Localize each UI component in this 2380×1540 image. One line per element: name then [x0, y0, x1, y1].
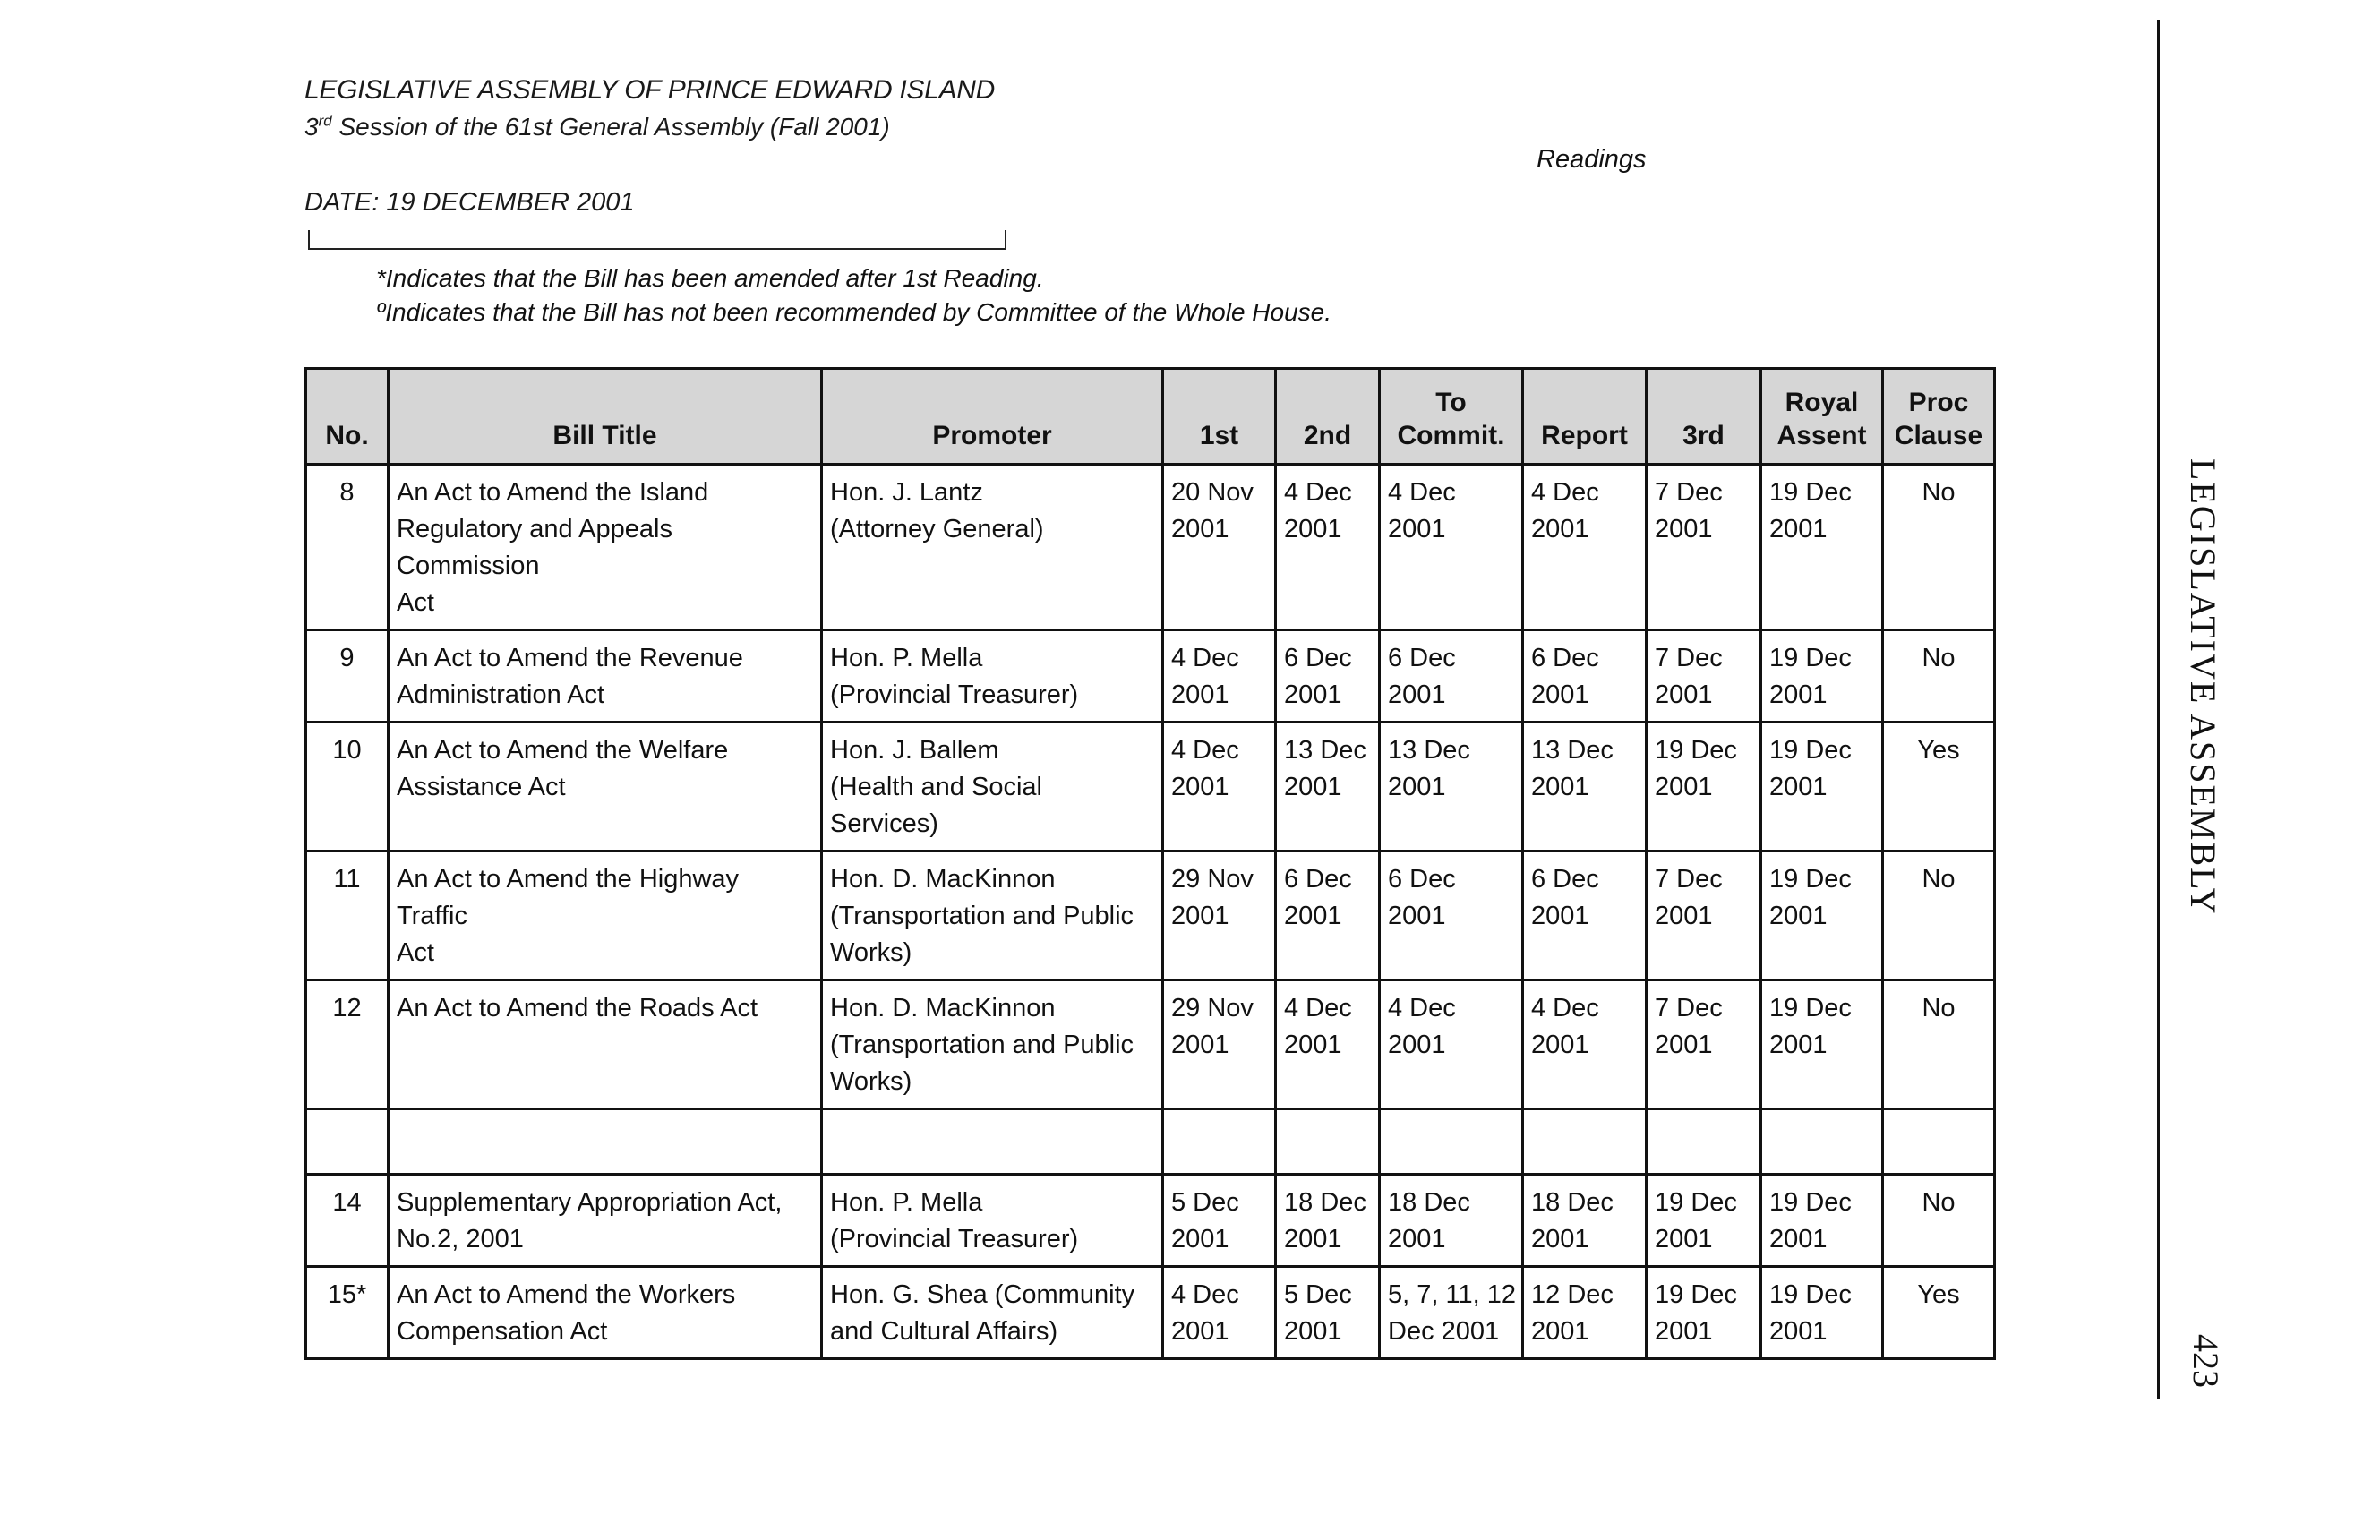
- table-row: [306, 465, 1995, 630]
- cell-report: [1523, 1267, 1647, 1359]
- cell-bill-title: [389, 723, 822, 851]
- col-header-third: 3rd: [1647, 369, 1761, 465]
- cell-proc-clause: Yes: [1883, 723, 1995, 851]
- cell-line: 20 Nov: [1171, 478, 1254, 507]
- cell-line: 2001: [1284, 1031, 1342, 1059]
- cell-promoter: [822, 465, 1163, 630]
- cell-line: Act: [397, 938, 434, 967]
- cell-no: 8: [306, 465, 389, 630]
- table-header-row: [306, 369, 1995, 465]
- cell-line: 18 Dec: [1388, 1188, 1470, 1217]
- cell-first: [1163, 1175, 1276, 1267]
- cell-line: 2001: [1284, 1317, 1342, 1346]
- cell-line: 2001: [1388, 1031, 1446, 1059]
- note-not-recommended: ºIndicates that the Bill has not been recommended by Committee of the Whole House.: [376, 298, 1332, 326]
- cell-line: 13 Dec: [1531, 736, 1614, 765]
- table-row-empty: [306, 1109, 1995, 1175]
- session-ordinal: 3: [304, 113, 319, 141]
- cell-proc-clause: No: [1883, 1175, 1995, 1267]
- cell-line: 29 Nov: [1171, 994, 1254, 1022]
- cell-bill-title: [389, 1175, 822, 1267]
- cell-line: 2001: [1531, 1317, 1589, 1346]
- cell-line: 19 Dec: [1769, 994, 1852, 1022]
- cell-royal-assent: [1761, 630, 1883, 723]
- cell-line: 12 Dec: [1531, 1280, 1614, 1309]
- col-header-report: Report: [1523, 369, 1647, 465]
- cell-royal-assent: [1761, 1109, 1883, 1175]
- cell-line: 2001: [1531, 1225, 1589, 1253]
- cell-line: 2001: [1284, 773, 1342, 801]
- cell-first: [1163, 723, 1276, 851]
- col-header-second: 2nd: [1276, 369, 1380, 465]
- cell-line: 2001: [1769, 515, 1828, 543]
- cell-line: Compensation Act: [397, 1317, 608, 1346]
- cell-line: No.2, 2001: [397, 1225, 524, 1253]
- cell-royal-assent: [1761, 723, 1883, 851]
- cell-line: 5 Dec: [1284, 1280, 1352, 1309]
- cell-line: 2001: [1284, 515, 1342, 543]
- cell-line: 4 Dec: [1284, 478, 1352, 507]
- cell-line: Supplementary Appropriation Act,: [397, 1188, 783, 1217]
- cell-line: Hon. D. MacKinnon: [830, 865, 1056, 894]
- cell-line: 2001: [1769, 680, 1828, 709]
- cell-line: 2001: [1171, 902, 1229, 930]
- cell-line: 7 Dec: [1655, 994, 1723, 1022]
- cell-line: 2001: [1388, 1225, 1446, 1253]
- cell-second: [1276, 465, 1380, 630]
- cell-line: An Act to Amend the Workers: [397, 1280, 736, 1309]
- cell-report: [1523, 1109, 1647, 1175]
- cell-line: 2001: [1769, 1225, 1828, 1253]
- cell-proc-clause: Yes: [1883, 1267, 1995, 1359]
- cell-proc-clause: [1883, 1109, 1995, 1175]
- cell-no: 9: [306, 630, 389, 723]
- cell-royal-assent: [1761, 851, 1883, 980]
- cell-line: (Attorney General): [830, 515, 1044, 543]
- cell-line: Works): [830, 1067, 912, 1096]
- cell-line: 2001: [1388, 680, 1446, 709]
- cell-line: and Cultural Affairs): [830, 1317, 1058, 1346]
- cell-line: 6 Dec: [1388, 865, 1456, 894]
- cell-third: [1647, 980, 1761, 1109]
- cell-bill-title: [389, 465, 822, 630]
- cell-line: 4 Dec: [1171, 1280, 1239, 1309]
- cell-first: [1163, 465, 1276, 630]
- cell-promoter: [822, 630, 1163, 723]
- cell-line: 2001: [1531, 902, 1589, 930]
- cell-line: 4 Dec: [1171, 644, 1239, 672]
- col-header-first: 1st: [1163, 369, 1276, 465]
- blank-bracket-line: [308, 230, 1006, 250]
- cell-line: 19 Dec: [1655, 736, 1737, 765]
- cell-line: (Transportation and Public: [830, 902, 1134, 930]
- cell-line: 2001: [1171, 680, 1229, 709]
- document-title: LEGISLATIVE ASSEMBLY OF PRINCE EDWARD ISLAND: [304, 75, 995, 105]
- cell-line: 18 Dec: [1284, 1188, 1366, 1217]
- cell-line: 19 Dec: [1769, 1280, 1852, 1309]
- cell-second: [1276, 723, 1380, 851]
- cell-line: 2001: [1171, 773, 1229, 801]
- cell-line: Hon. P. Mella: [830, 644, 983, 672]
- cell-line: Assistance Act: [397, 773, 566, 801]
- cell-line: 6 Dec: [1531, 865, 1599, 894]
- cell-royal-assent: [1761, 465, 1883, 630]
- cell-bill-title: [389, 980, 822, 1109]
- cell-line: 2001: [1388, 515, 1446, 543]
- table-row: [306, 980, 1995, 1109]
- cell-line: 19 Dec: [1655, 1280, 1737, 1309]
- cell-first: [1163, 1267, 1276, 1359]
- cell-second: [1276, 980, 1380, 1109]
- cell-bill-title: [389, 630, 822, 723]
- cell-promoter: [822, 1175, 1163, 1267]
- readings-label: Readings: [1537, 145, 1647, 174]
- cell-line: 5, 7, 11, 12: [1388, 1280, 1516, 1309]
- cell-line: 19 Dec: [1655, 1188, 1737, 1217]
- cell-third: [1647, 630, 1761, 723]
- col-header-promoter: Promoter: [822, 369, 1163, 465]
- cell-report: [1523, 465, 1647, 630]
- cell-line: 2001: [1655, 902, 1713, 930]
- cell-third: [1647, 1109, 1761, 1175]
- cell-line: 19 Dec: [1769, 478, 1852, 507]
- cell-third: [1647, 1267, 1761, 1359]
- table-row: [306, 630, 1995, 723]
- cell-line: 6 Dec: [1284, 865, 1352, 894]
- cell-line: Hon. P. Mella: [830, 1188, 983, 1217]
- bills-table: [304, 367, 1996, 1360]
- cell-report: [1523, 630, 1647, 723]
- cell-line: (Transportation and Public: [830, 1031, 1134, 1059]
- cell-line: 6 Dec: [1531, 644, 1599, 672]
- cell-line: Hon. D. MacKinnon: [830, 994, 1056, 1022]
- cell-to-commit: [1380, 1175, 1523, 1267]
- cell-line: (Health and Social Services): [830, 773, 1042, 838]
- cell-second: [1276, 1175, 1380, 1267]
- cell-first: [1163, 980, 1276, 1109]
- cell-line: 4 Dec: [1284, 994, 1352, 1022]
- cell-line: An Act to Amend the Island: [397, 478, 709, 507]
- cell-line: 19 Dec: [1769, 644, 1852, 672]
- cell-proc-clause: No: [1883, 851, 1995, 980]
- cell-second: [1276, 851, 1380, 980]
- cell-second: [1276, 1267, 1380, 1359]
- side-running-title: LEGISLATIVE ASSEMBLY: [2183, 458, 2223, 916]
- col-header-proc-clause: Proc Clause: [1883, 369, 1995, 465]
- cell-line: An Act to Amend the Welfare: [397, 736, 729, 765]
- cell-line: Administration Act: [397, 680, 605, 709]
- note-amended: *Indicates that the Bill has been amended after 1st Reading.: [376, 264, 1044, 292]
- cell-line: 4 Dec: [1531, 478, 1599, 507]
- table-row: [306, 723, 1995, 851]
- cell-line: 2001: [1655, 680, 1713, 709]
- cell-line: An Act to Amend the Highway Traffic: [397, 865, 740, 930]
- table-row: [306, 1175, 1995, 1267]
- cell-line: 4 Dec: [1171, 736, 1239, 765]
- cell-line: 2001: [1769, 773, 1828, 801]
- col-header-royal-assent: Royal Assent: [1761, 369, 1883, 465]
- cell-report: [1523, 1175, 1647, 1267]
- cell-to-commit: [1380, 851, 1523, 980]
- col-header-no: No.: [306, 369, 389, 465]
- cell-line: 19 Dec: [1769, 736, 1852, 765]
- cell-proc-clause: No: [1883, 465, 1995, 630]
- cell-to-commit: [1380, 465, 1523, 630]
- cell-report: [1523, 980, 1647, 1109]
- cell-line: 18 Dec: [1531, 1188, 1614, 1217]
- cell-line: 2001: [1655, 1225, 1713, 1253]
- cell-third: [1647, 723, 1761, 851]
- session-text: Session of the 61st General Assembly (Fall 2001): [331, 113, 890, 141]
- cell-line: 2001: [1171, 1225, 1229, 1253]
- cell-line: 7 Dec: [1655, 865, 1723, 894]
- cell-bill-title: [389, 851, 822, 980]
- cell-line: 2001: [1655, 515, 1713, 543]
- cell-royal-assent: [1761, 1267, 1883, 1359]
- cell-to-commit: [1380, 980, 1523, 1109]
- cell-to-commit: [1380, 1267, 1523, 1359]
- cell-line: 2001: [1655, 1317, 1713, 1346]
- cell-bill-title: [389, 1109, 822, 1175]
- cell-line: 4 Dec: [1388, 478, 1456, 507]
- col-header-bill-title: Bill Title: [389, 369, 822, 465]
- cell-line: 4 Dec: [1531, 994, 1599, 1022]
- cell-line: 7 Dec: [1655, 644, 1723, 672]
- session-ordinal-suffix: rd: [318, 112, 332, 130]
- cell-bill-title: [389, 1267, 822, 1359]
- cell-line: 2001: [1284, 902, 1342, 930]
- bills-table-body: [306, 465, 1995, 1359]
- cell-line: 2001: [1388, 902, 1446, 930]
- cell-line: Works): [830, 938, 912, 967]
- cell-line: 4 Dec: [1388, 994, 1456, 1022]
- page-number: 423: [2186, 1334, 2226, 1388]
- cell-line: 7 Dec: [1655, 478, 1723, 507]
- cell-no: 11: [306, 851, 389, 980]
- cell-line: 2001: [1655, 1031, 1713, 1059]
- cell-line: 5 Dec: [1171, 1188, 1239, 1217]
- cell-no: 14: [306, 1175, 389, 1267]
- cell-line: Hon. J. Ballem: [830, 736, 999, 765]
- cell-line: 2001: [1655, 773, 1713, 801]
- cell-line: 13 Dec: [1284, 736, 1366, 765]
- cell-second: [1276, 630, 1380, 723]
- cell-first: [1163, 1109, 1276, 1175]
- cell-royal-assent: [1761, 1175, 1883, 1267]
- cell-line: Regulatory and Appeals Commission: [397, 515, 672, 580]
- cell-second: [1276, 1109, 1380, 1175]
- cell-line: 2001: [1284, 1225, 1342, 1253]
- cell-first: [1163, 851, 1276, 980]
- table-row: [306, 851, 1995, 980]
- cell-report: [1523, 723, 1647, 851]
- side-rule: [2157, 20, 2160, 1399]
- cell-third: [1647, 851, 1761, 980]
- cell-line: 2001: [1531, 515, 1589, 543]
- cell-line: 2001: [1531, 680, 1589, 709]
- cell-line: 6 Dec: [1388, 644, 1456, 672]
- cell-proc-clause: No: [1883, 980, 1995, 1109]
- cell-third: [1647, 1175, 1761, 1267]
- cell-line: 2001: [1769, 1317, 1828, 1346]
- table-row: [306, 1267, 1995, 1359]
- cell-line: 13 Dec: [1388, 736, 1470, 765]
- cell-promoter: [822, 980, 1163, 1109]
- cell-line: 2001: [1171, 1031, 1229, 1059]
- cell-line: 2001: [1531, 1031, 1589, 1059]
- cell-promoter: [822, 1267, 1163, 1359]
- cell-line: 19 Dec: [1769, 865, 1852, 894]
- cell-report: [1523, 851, 1647, 980]
- cell-promoter: [822, 1109, 1163, 1175]
- cell-line: 29 Nov: [1171, 865, 1254, 894]
- cell-line: (Provincial Treasurer): [830, 680, 1079, 709]
- cell-no: 10: [306, 723, 389, 851]
- cell-to-commit: [1380, 1109, 1523, 1175]
- col-header-to-commit: To Commit.: [1380, 369, 1523, 465]
- cell-line: 19 Dec: [1769, 1188, 1852, 1217]
- session-line: [304, 113, 890, 141]
- cell-no: 15*: [306, 1267, 389, 1359]
- cell-line: An Act to Amend the Roads Act: [397, 994, 758, 1022]
- cell-to-commit: [1380, 630, 1523, 723]
- cell-line: Act: [397, 588, 434, 617]
- cell-third: [1647, 465, 1761, 630]
- cell-line: 2001: [1531, 773, 1589, 801]
- cell-line: (Provincial Treasurer): [830, 1225, 1079, 1253]
- cell-royal-assent: [1761, 980, 1883, 1109]
- cell-line: 2001: [1171, 1317, 1229, 1346]
- cell-line: Hon. J. Lantz: [830, 478, 983, 507]
- cell-first: [1163, 630, 1276, 723]
- cell-line: 6 Dec: [1284, 644, 1352, 672]
- cell-line: Hon. G. Shea (Community: [830, 1280, 1135, 1309]
- cell-line: An Act to Amend the Revenue: [397, 644, 743, 672]
- cell-proc-clause: No: [1883, 630, 1995, 723]
- cell-promoter: [822, 851, 1163, 980]
- cell-promoter: [822, 723, 1163, 851]
- cell-to-commit: [1380, 723, 1523, 851]
- cell-line: 2001: [1769, 902, 1828, 930]
- cell-line: Dec 2001: [1388, 1317, 1500, 1346]
- cell-no: [306, 1109, 389, 1175]
- cell-line: 2001: [1388, 773, 1446, 801]
- cell-no: 12: [306, 980, 389, 1109]
- cell-line: 2001: [1171, 515, 1229, 543]
- cell-line: 2001: [1284, 680, 1342, 709]
- cell-line: 2001: [1769, 1031, 1828, 1059]
- document-date: DATE: 19 DECEMBER 2001: [304, 188, 635, 217]
